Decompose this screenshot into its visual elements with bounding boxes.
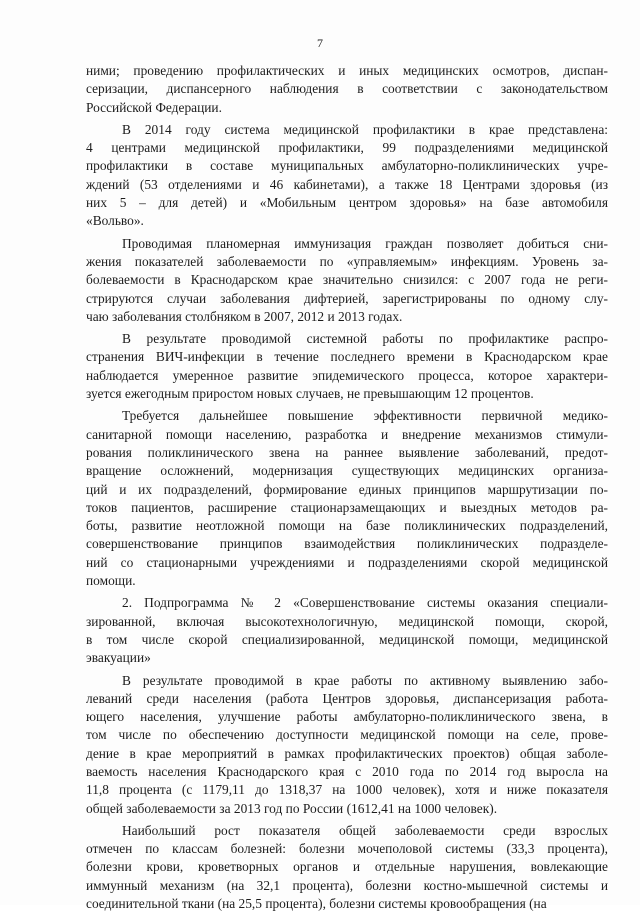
text-line: 4 центрами медицинской профилактики, 99 подразделениями медицинской: [86, 140, 608, 156]
text-line: стрируются случаи заболевания дифтерией, зарегистрированы по одному слу-: [86, 290, 608, 306]
text-line: Российской Федерации.: [86, 99, 222, 115]
text-line: санитарной помощи населению, разработка и внедрение механизмов стимули-: [86, 426, 608, 442]
paragraph: [86, 822, 608, 913]
text-line: чаю заболевания столбняком в 2007, 2012 и 2013 годах.: [86, 308, 403, 324]
text-line: отмечен по классам болезней: болезни мочеполовой системы (33,3 процента),: [86, 841, 608, 857]
text-line: наблюдается умеренное развитие эпидемического процесса, которое характери-: [86, 367, 608, 383]
text-line: профилактики в составе муниципальных амбулаторно-поликлинических учре-: [86, 158, 608, 174]
text-line: боты, развитие неотложной помощи на базе поликлинических подразделений,: [86, 518, 608, 534]
text-line: 2. Подпрограмма № 2 «Совершенствование системы оказания специали-: [122, 595, 608, 611]
text-line: эвакуации»: [86, 650, 151, 666]
text-line: Проводимая планомерная иммунизация граждан позволяет добиться сни-: [122, 235, 608, 251]
text-line: болеваемости в Краснодарском крае значительно снизился: с 2007 года не реги-: [86, 272, 608, 288]
text-line: «Вольво».: [86, 213, 144, 229]
text-line: ждений (53 отделениями и 46 кабинетами), а также 18 Центрами здоровья (из: [86, 176, 608, 192]
text-line: зированной, включая высокотехнологичную, медицинской помощи, скорой,: [86, 613, 608, 629]
text-line: ними; проведению профилактических и иных медицинских осмотров, диспан-: [86, 63, 608, 78]
text-line: странения ВИЧ-инфекции в течение последнего времени в Краснодарском крае: [86, 349, 608, 365]
text-line: зуется ежегодным приростом новых случаев, не превышающим 12 процентов.: [86, 386, 534, 402]
text-line: ний со стационарными учреждениями и подразделениями скорой медицинской: [86, 554, 608, 570]
text-line: леваний среди населения (работа Центров здоровья, диспансеризация работа-: [86, 690, 608, 706]
text-line: дение в крае мероприятий в рамках профилактических проектов) общая заболе-: [86, 745, 608, 761]
paragraph: [86, 62, 608, 117]
text-line: иммунный механизм (на 32,1 процента), болезни костно-мышечной системы и: [86, 877, 608, 893]
paragraph: [86, 121, 608, 231]
text-line: Требуется дальнейшее повышение эффективности первичной медико-: [122, 408, 608, 424]
text-line: ций и их подразделений, формирование единых принципов маршрутизации по-: [86, 481, 608, 497]
page-number: 7: [317, 36, 323, 50]
text-line: том числе по обеспечению доступности медицинской помощи на селе, прове-: [86, 727, 608, 743]
text-line: вращение осложнений, модернизация существующих медицинских организа-: [86, 463, 608, 479]
text-line: ваемость населения Краснодарского края с 2010 года по 2014 год выросла на: [86, 763, 608, 779]
document-body: [86, 62, 608, 913]
text-line: жения показателей заболеваемости по «управляемым» инфекциям. Уровень за-: [86, 253, 608, 269]
paragraph: [86, 235, 608, 326]
text-line: них 5 – для детей) и «Мобильным центром здоровья» на базе автомобиля: [86, 195, 608, 211]
text-line: совершенствование принципов взаимодействия поликлинических подразделе-: [86, 536, 608, 552]
text-line: общей заболеваемости за 2013 год по России (1612,41 на 1000 человек).: [86, 800, 498, 816]
text-line: серизации, диспансерного наблюдения в соответствии с законодательством: [86, 81, 608, 97]
text-line: 11,8 процента (с 1179,11 до 1318,37 на 1000 человек), хотя и ниже показателя: [86, 782, 608, 798]
paragraph: [86, 330, 608, 403]
paragraph: [86, 594, 608, 667]
paragraph: [86, 672, 608, 818]
text-line: болезни крови, кроветворных органов и отдельные нарушения, вовлекающие: [86, 859, 608, 875]
text-line: В результате проводимой системной работы по профилактике распро-: [122, 331, 608, 347]
text-line: помощи.: [86, 573, 136, 589]
text-line: В 2014 году система медицинской профилактики в крае представлена:: [122, 121, 608, 137]
text-line: В результате проводимой в крае работы по активному выявлению забо-: [122, 672, 608, 688]
text-line: Наибольший рост показателя общей заболеваемости среди взрослых: [122, 822, 608, 838]
text-line: рования поликлинического звена на раннее выявление заболеваний, предот-: [86, 444, 608, 460]
text-line: токов пациентов, расширение стационарзамещающих и выездных методов ра-: [86, 499, 608, 515]
text-line: ющего населения, улучшение работы амбулаторно-поликлинического звена, в: [86, 709, 608, 725]
text-line: соединительной ткани (на 25,5 процента), болезни системы кровообращения (на: [86, 896, 547, 912]
text-line: в том числе скорой специализированной, медицинской помощи, медицинской: [86, 631, 608, 647]
paragraph: [86, 407, 608, 590]
